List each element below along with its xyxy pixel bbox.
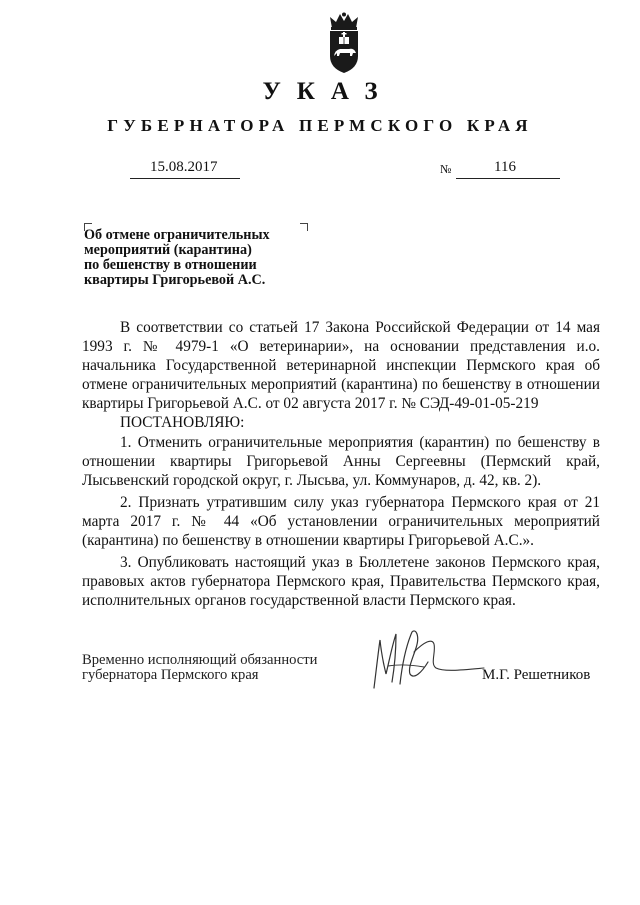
decree-item-3: 3. Опубликовать настоящий указ в Бюллетене законов Пермского края, правовых актов губернатора Пермского края, Правительства Пермского края, исполнительных органов государственной власти Пермского края. [82,554,600,610]
subject-line: Об отмене ограничительных [84,227,270,243]
document-number: 116 [494,159,516,175]
decree-heading: ПОСТАНОВЛЯЮ: [120,414,245,432]
subject-line: квартиры Григорьевой А.С. [84,272,266,288]
document-title: УКАЗ [262,78,394,105]
subject-line: мероприятий (карантина) [84,242,252,258]
document-subtitle: ГУБЕРНАТОРА ПЕРМСКОГО КРАЯ [107,116,533,135]
signer-title-line: Временно исполняющий обязанности [82,652,318,668]
handwritten-signature [352,622,492,692]
decree-item-1: 1. Отменить ограничительные мероприятия (карантин) по бешенству в отношении квартиры Григорьевой Анны Сергеевны (Пермский край, Лысьвенский городской округ, г. Лысьва, ул. Коммунаров, д. 42, кв. 2). [82,433,600,489]
coat-of-arms-emblem [322,12,366,76]
signer-title [82,653,362,683]
decree-item-2: 2. Признать утратившим силу указ губернатора Пермского края от 21 марта 2017 г. № 44 «Об установлении ограничительных мероприятий (карантина) по бешенству в отношении квартиры Григорьевой А.С.». [82,493,600,550]
preamble-paragraph: В соответствии со статьей 17 Закона Российской Федерации от 14 мая 1993 г. № 4979-1 «О ветеринарии», на основании представления и.о. начальника Государственной ветеринарной инспекции Пермского края об отмене ограничительных мероприятий (карантина) по бешенству в отношении квартиры Григорьевой А.С. от 02 августа 2017 г. № СЭД-49-01-05-219 [82,319,600,413]
document-date: 15.08.2017 [150,159,218,175]
signer-title-line: губернатора Пермского края [82,667,259,683]
document-body [82,318,600,610]
number-sign: № [440,162,452,176]
signer-name: М.Г. Решетников [482,667,591,683]
subject-line: по бешенству в отношении [84,257,257,273]
document-subject [84,228,324,288]
